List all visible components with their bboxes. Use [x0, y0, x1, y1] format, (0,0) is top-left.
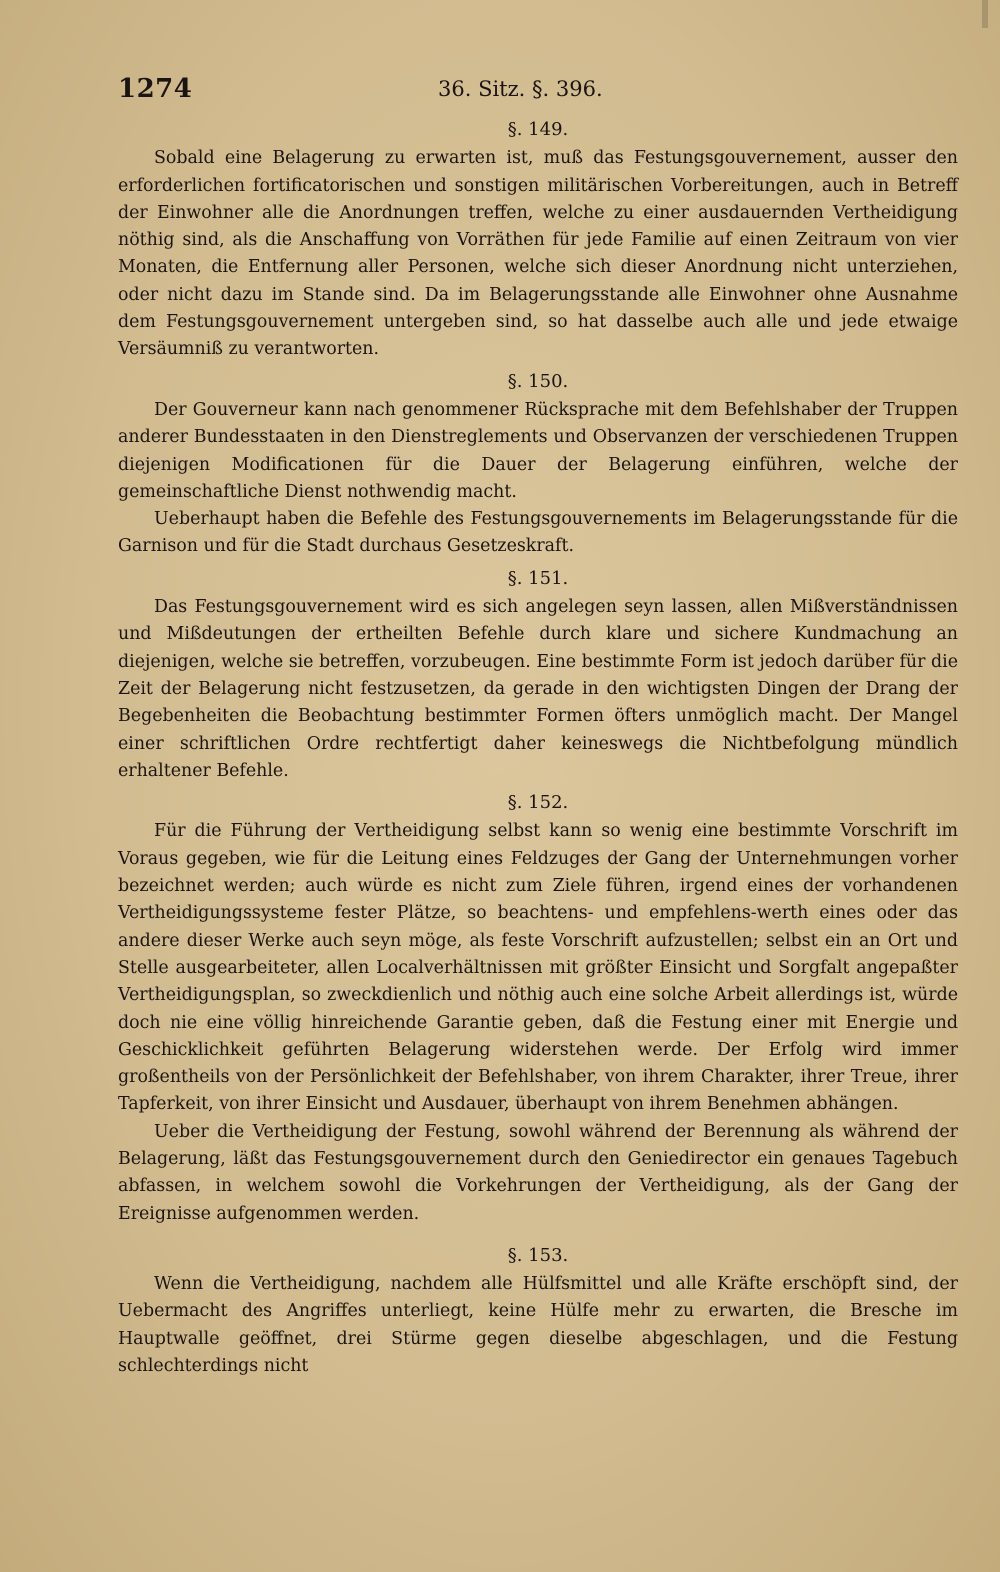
paragraph: Für die Führung der Vertheidigung selbst kann so wenig eine bestimmte Vorschrift im Voraus gegeben, wie für die Leitung eines Feldzuges der Gang der Unternehmungen vorher bezeichnet werden; auch würde es nicht zum Ziele führen, irgend eines der vorhandenen Vertheidigungssysteme fester Plätze, so beachtens- und empfehlens-werth eines oder das andere dieser Werke auch seyn möge, als feste Vorschrift aufzustellen; selbst ein an Ort und Stelle ausgearbeiteter, allen Localverhältnissen mit größter Einsicht und Sorgfalt angepaßter Vertheidigungsplan, so zweckdienlich und nöthig auch eine solche Arbeit allerdings ist, würde doch nie eine völlig hinreichende Garantie geben, daß die Festung einer mit Energie und Geschicklichkeit geführten Belagerung widerstehen werde. Der Erfolg wird immer großentheils von der Persönlichkeit der Befehlshaber, von ihrem Charakter, ihrer Treue, ihrer Tapferkeit, von ihrer Einsicht und Ausdauer, überhaupt von ihrem Benehmen abhängen.: [118, 821, 958, 1115]
section-152: [118, 789, 958, 1228]
body-text: [118, 112, 958, 1380]
section-151: [118, 565, 958, 785]
paragraph: Ueberhaupt haben die Befehle des Festungsgouvernements im Belagerungsstande für die Garnison und für die Stadt durchaus Gesetzeskraft.: [118, 509, 958, 557]
running-head: 36. Sitz. §. 396.: [438, 77, 603, 101]
paragraph: Ueber die Vertheidigung der Festung, sowohl während der Berennung als während der Belagerung, läßt das Festungsgouvernement durch den Geniedirector ein genaues Tagebuch abfassen, in welchem sowohl die Vorkehrungen der Vertheidigung, als der Gang der Ereignisse aufgenommen werden.: [118, 1121, 958, 1224]
page-header: [118, 74, 958, 104]
section-heading: §. 151.: [507, 567, 569, 589]
section-heading: §. 152.: [507, 792, 569, 814]
paragraph: Sobald eine Belagerung zu erwarten ist, muß das Festungsgouvernement, ausser den erforderlichen fortificatorischen und sonstigen militärischen Vorbereitungen, auch in Betreff der Einwohner alle die Anordnungen treffen, welche zu einer ausdauernden Vertheidigung nöthig sind, als die Anschaffung von Vorräthen für jede Familie auf einen Zeitraum von vier Monaten, die Entfernung aller Personen, welche sich dieser Anordnung nicht unterziehen, oder nicht dazu im Stande sind. Da im Belagerungsstande alle Einwohner ohne Ausnahme dem Festungsgouvernement untergeben sind, so hat dasselbe auch alle und jede etwaige Versäumniß zu verantworten.: [118, 148, 958, 360]
section-153: [118, 1242, 958, 1380]
section-149: [118, 116, 958, 364]
section-heading: §. 153.: [507, 1244, 569, 1266]
paragraph: Der Gouverneur kann nach genommener Rücksprache mit dem Befehlshaber der Truppen anderer Bundesstaaten in den Dienstreglements und Observanzen der verschiedenen Truppen diejenigen Modificationen für die Dauer der Belagerung einführen, welche der gemeinschaftliche Dienst nothwendig macht.: [118, 399, 958, 502]
page-number: 1274: [118, 74, 193, 104]
paragraph: Wenn die Vertheidigung, nachdem alle Hülfsmittel und alle Kräfte erschöpft sind, der Uebermacht des Angriffes unterliegt, keine Hülfe mehr zu erwarten, die Bresche im Hauptwalle geöffnet, drei Stürme gegen dieselbe abgeschlagen, und die Festung schlechterdings nicht: [118, 1274, 958, 1377]
page-edge-mark: [982, 0, 988, 28]
section-heading: §. 150.: [507, 370, 569, 392]
spacer: [118, 1228, 958, 1238]
paragraph: Das Festungsgouvernement wird es sich angelegen seyn lassen, allen Mißverständnissen und Mißdeutungen der ertheilten Befehle durch klare und sichere Kundmachung an diejenigen, welche sie betreffen, vorzubeugen. Eine bestimmte Form ist jedoch darüber für die Zeit der Belagerung nicht festzusetzen, da gerade in den wichtigsten Dingen der Drang der Begebenheiten die Beobachtung bestimmter Formen öfters unmöglich macht. Der Mangel einer schriftlichen Ordre rechtfertigt daher keineswegs die Nichtbefolgung mündlich erhaltener Befehle.: [118, 597, 958, 781]
section-150: [118, 368, 958, 561]
section-heading: §. 149.: [507, 119, 569, 140]
